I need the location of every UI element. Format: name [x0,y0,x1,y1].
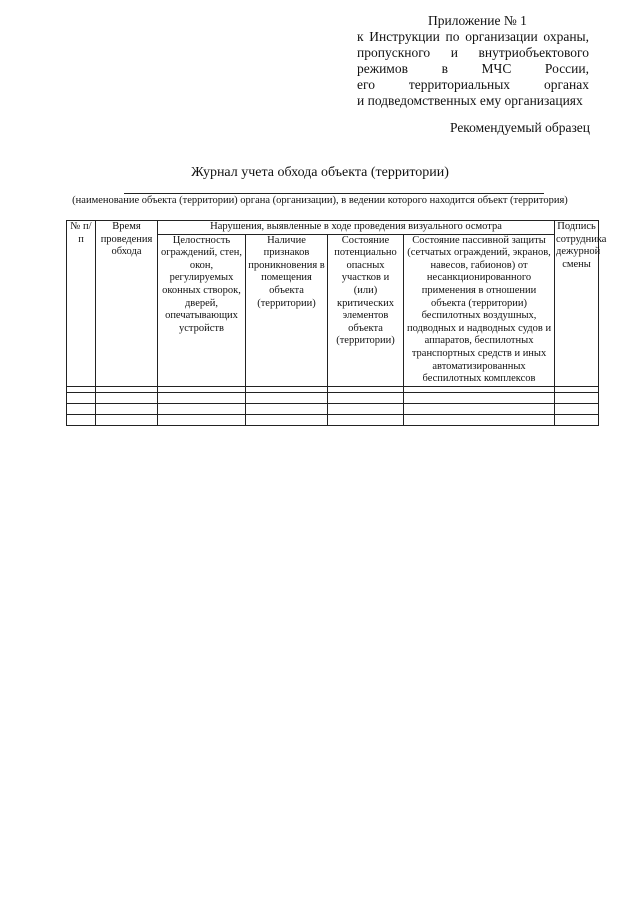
appendix-title: Приложение № 1 [428,13,527,28]
header-violations: Нарушения, выявленные в ходе проведения визуального осмотра [158,221,555,235]
header-signature: Подпись сотрудника дежурной смены [555,221,599,387]
appendix-line-1: к Инструкции по организации охраны, [357,29,589,44]
appendix-line-2: пропускного и внутриобъектового [357,45,589,60]
subheader-critical-elements: Состояние потенциально опасных участков и (или) критических элементов объекта (территории) [328,234,404,386]
table-row [67,403,599,414]
subheader-penetration: Наличие признаков проникновения в помещения объекта (территории) [246,234,328,386]
object-name-caption: (наименование объекта (территории) органа (организации), в ведении которого находится объект (территория) [72,195,568,206]
recommended-sample-label: Рекомендуемый образец [449,120,590,135]
subheader-passive-protection: Состояние пассивной защиты (сетчатых ограждений, экранов, навесов, габионов) от несанкционированного применения в отношении объекта (территории) беспилотных воздушных, подводных и надводных судов и аппаратов, беспилотных транспортных средств и иных автоматизированных беспилотных комплексов [404,234,555,386]
appendix-line-5: и подведомственных ему организациях [357,93,583,108]
appendix-reference [357,29,589,109]
appendix-line-4: его территориальных органах [357,77,589,92]
journal-title: Журнал учета обхода объекта (территории) [191,165,449,180]
table-row [67,392,599,403]
header-time: Время проведения обхода [96,221,158,387]
subheader-integrity: Целостность ограждений, стен, окон, регулируемых оконных створок, дверей, опечатывающих устройств [158,234,246,386]
header-number: № п/п [67,221,96,387]
table-header-row [67,221,599,235]
journal-table [66,220,607,426]
table-row [67,414,599,425]
appendix-line-3: режимов в МЧС России, [357,61,589,76]
